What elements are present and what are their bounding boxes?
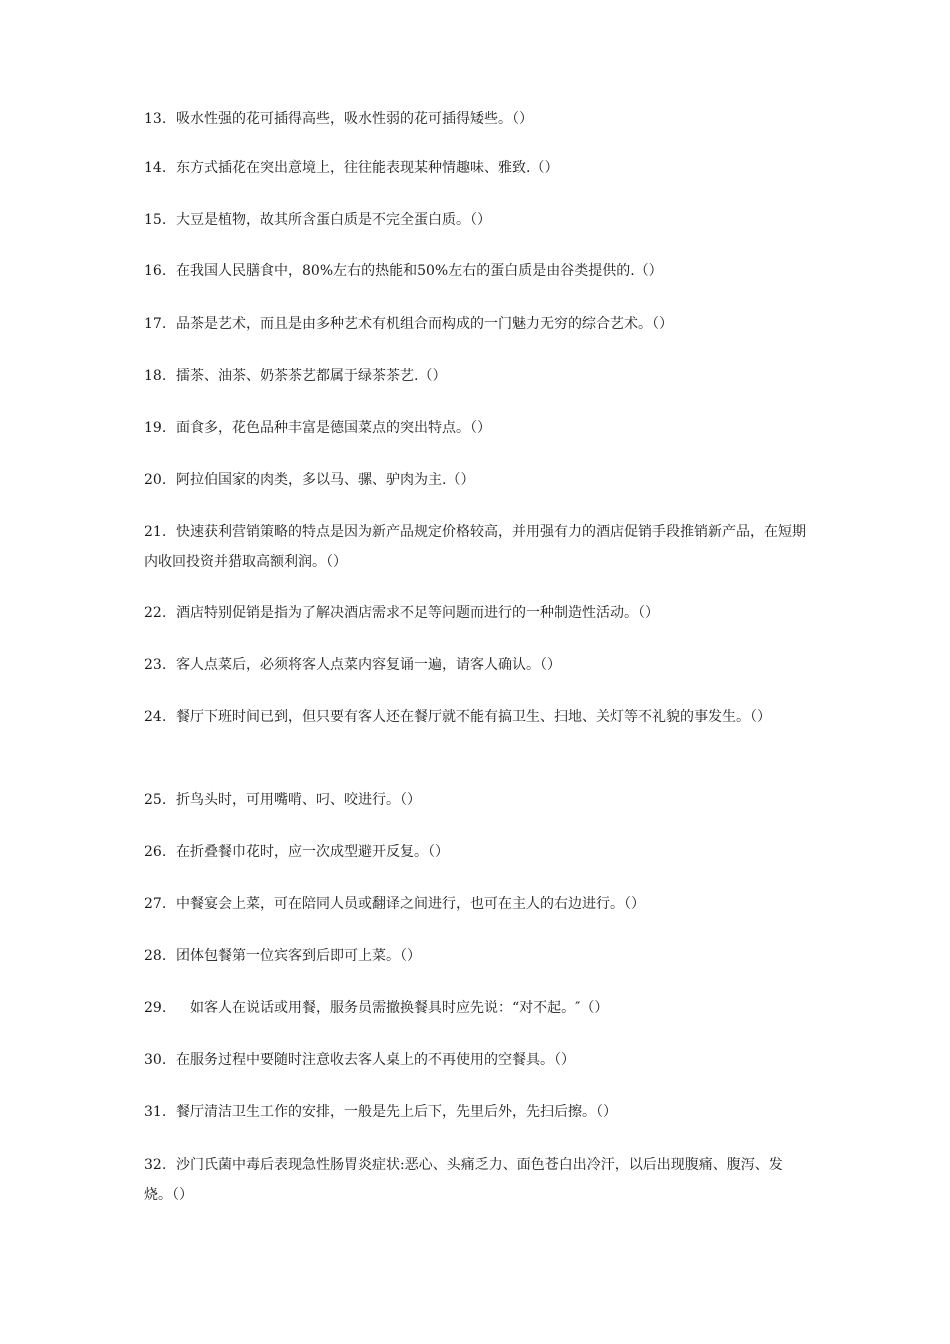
question-text: 餐厅下班时间已到，但只要有客人还在餐厅就不能有搞卫生、扫地、关灯等不礼貌的事发生。（） <box>176 709 771 725</box>
question-text: 餐厅清洁卫生工作的安排，一般是先上后下，先里后外，先扫后擦。（） <box>176 1104 617 1120</box>
question-number: 32. <box>144 1157 167 1173</box>
question-number: 27. <box>144 896 167 912</box>
question-22 <box>144 598 806 628</box>
question-text: 吸水性强的花可插得高些，吸水性弱的花可插得矮些。（） <box>176 111 533 127</box>
question-text: 沙门氏菌中毒后表现急性肠胃炎症状:恶心、头痛乏力、面色苍白出冷汗，以后出现腹痛、腹泻、发烧。（） <box>144 1157 783 1203</box>
question-number: 17. <box>144 316 167 332</box>
question-text: 擂茶、油茶、奶茶茶艺都属于绿茶茶艺.（） <box>176 368 447 384</box>
question-number: 22. <box>144 605 167 621</box>
question-number: 23. <box>144 657 167 673</box>
question-25 <box>144 785 806 815</box>
question-24 <box>144 702 806 732</box>
question-text: 客人点菜后，必须将客人点菜内容复诵一遍，请客人确认。（） <box>176 657 561 673</box>
question-text: 酒店特别促销是指为了解决酒店需求不足等问题而进行的一种制造性活动。（） <box>176 605 659 621</box>
question-number: 14. <box>144 160 167 176</box>
question-number: 18. <box>144 368 167 384</box>
question-text: 面食多，花色品种丰富是德国菜点的突出特点。（） <box>176 420 491 436</box>
question-text: 在服务过程中要随时注意收去客人桌上的不再使用的空餐具。（） <box>176 1052 575 1068</box>
question-text: 在折叠餐巾花时，应一次成型避开反复。（） <box>176 844 449 860</box>
question-number: 31. <box>144 1104 167 1120</box>
question-text: 团体包餐第一位宾客到后即可上菜。（） <box>176 948 421 964</box>
question-text: 品茶是艺术，而且是由多种艺术有机组合而构成的一门魅力无穷的综合艺术。（） <box>176 316 673 332</box>
question-number: 24. <box>144 709 167 725</box>
question-18 <box>144 361 806 391</box>
question-number: 20. <box>144 472 167 488</box>
question-text: 如客人在说话或用餐，服务员需撤换餐具时应先说：“对不起。″（） <box>190 1000 609 1016</box>
question-number: 16. <box>144 263 167 279</box>
question-30 <box>144 1045 806 1075</box>
question-29 <box>144 993 806 1023</box>
question-20 <box>144 465 806 495</box>
question-31 <box>144 1097 806 1127</box>
question-number: 13. <box>144 111 167 127</box>
question-number: 28. <box>144 948 167 964</box>
question-number: 29. <box>144 1000 167 1016</box>
question-27 <box>144 889 806 919</box>
question-number: 30. <box>144 1052 167 1068</box>
question-28 <box>144 941 806 971</box>
question-number: 19. <box>144 420 167 436</box>
question-13 <box>144 104 806 134</box>
question-text: 快速获利营销策略的特点是因为新产品规定价格较高，并用强有力的酒店促销手段推销新产品，在短期内收回投资并猎取高额利润。（） <box>144 524 806 570</box>
question-15 <box>144 205 806 235</box>
question-text: 在我国人民膳食中，80%左右的热能和50%左右的蛋白质是由谷类提供的.（） <box>176 263 663 279</box>
question-number: 21. <box>144 524 167 540</box>
question-text: 阿拉伯国家的肉类，多以马、骡、驴肉为主.（） <box>176 472 475 488</box>
question-text: 东方式插花在突出意境上，往往能表现某种情趣味、雅致.（） <box>176 160 559 176</box>
question-26 <box>144 837 806 867</box>
question-16 <box>144 256 806 286</box>
question-number: 25. <box>144 792 167 808</box>
question-text: 中餐宴会上菜，可在陪同人员或翻译之间进行，也可在主人的右边进行。（） <box>176 896 645 912</box>
question-32 <box>144 1150 806 1210</box>
question-number: 26. <box>144 844 167 860</box>
question-21 <box>144 517 806 577</box>
question-text: 折鸟头时，可用嘴啃、叼、咬进行。（） <box>176 792 421 808</box>
question-14 <box>144 153 806 183</box>
question-text: 大豆是植物，故其所含蛋白质是不完全蛋白质。（） <box>176 212 491 228</box>
question-23 <box>144 650 806 680</box>
question-number: 15. <box>144 212 167 228</box>
question-17 <box>144 309 806 339</box>
question-19 <box>144 413 806 443</box>
